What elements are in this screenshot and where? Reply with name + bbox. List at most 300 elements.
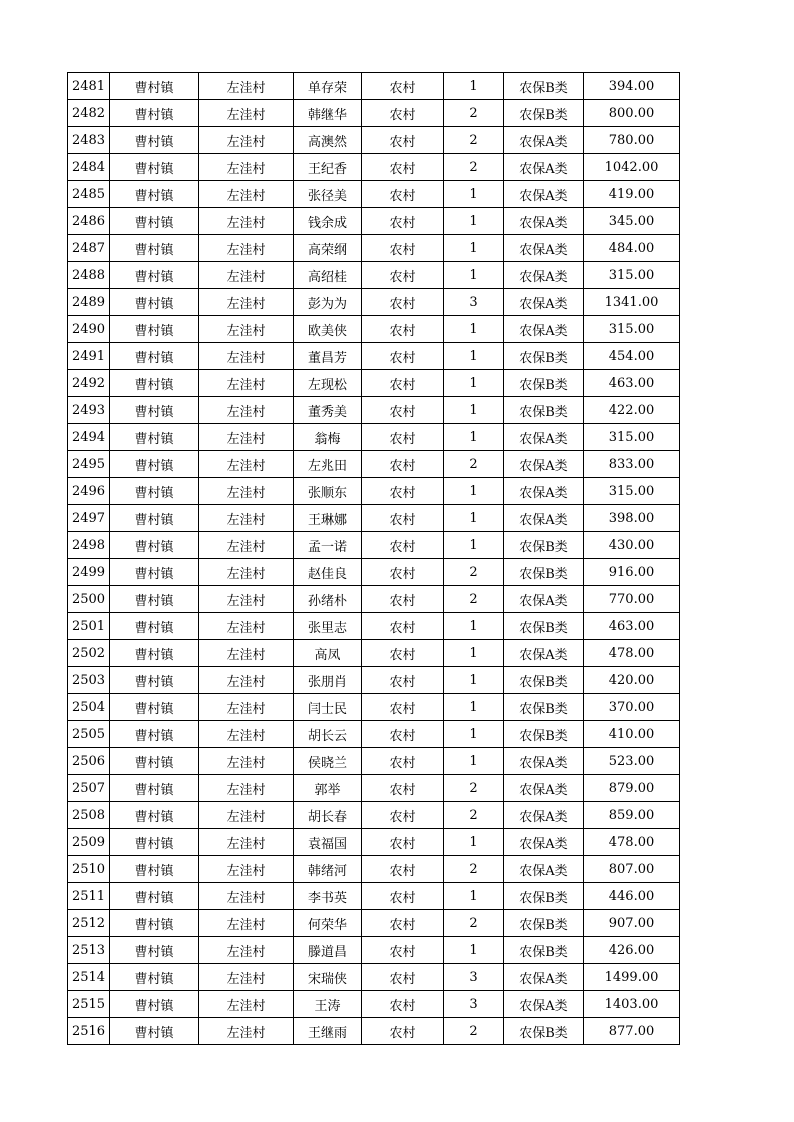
town-cell: 曹村镇 (110, 424, 199, 451)
village-cell: 左洼村 (199, 262, 294, 289)
household-type-cell: 农村 (362, 559, 444, 586)
row-id-cell: 2489 (68, 289, 110, 316)
village-cell: 左洼村 (199, 559, 294, 586)
row-id-cell: 2516 (68, 1018, 110, 1045)
village-cell: 左洼村 (199, 748, 294, 775)
table-row (68, 991, 680, 1018)
row-id-cell: 2514 (68, 964, 110, 991)
name-cell: 高绍桂 (294, 262, 362, 289)
name-cell: 王继雨 (294, 1018, 362, 1045)
household-type-cell: 农村 (362, 640, 444, 667)
household-type-cell: 农村 (362, 505, 444, 532)
insurance-category-cell: 农保A类 (504, 262, 584, 289)
row-id-cell: 2510 (68, 856, 110, 883)
person-count-cell: 2 (444, 1018, 504, 1045)
town-cell: 曹村镇 (110, 343, 199, 370)
table-row (68, 424, 680, 451)
town-cell: 曹村镇 (110, 775, 199, 802)
village-cell: 左洼村 (199, 154, 294, 181)
table-row (68, 883, 680, 910)
amount-cell: 1499.00 (584, 964, 680, 991)
household-type-cell: 农村 (362, 235, 444, 262)
village-cell: 左洼村 (199, 397, 294, 424)
row-id-cell: 2482 (68, 100, 110, 127)
row-id-cell: 2495 (68, 451, 110, 478)
town-cell: 曹村镇 (110, 802, 199, 829)
name-cell: 高凤 (294, 640, 362, 667)
name-cell: 胡长春 (294, 802, 362, 829)
town-cell: 曹村镇 (110, 694, 199, 721)
insurance-category-cell: 农保B类 (504, 559, 584, 586)
table-row (68, 532, 680, 559)
village-cell: 左洼村 (199, 1018, 294, 1045)
amount-cell: 780.00 (584, 127, 680, 154)
person-count-cell: 2 (444, 127, 504, 154)
household-type-cell: 农村 (362, 910, 444, 937)
person-count-cell: 1 (444, 424, 504, 451)
amount-cell: 807.00 (584, 856, 680, 883)
table-row (68, 289, 680, 316)
household-type-cell: 农村 (362, 748, 444, 775)
town-cell: 曹村镇 (110, 829, 199, 856)
amount-cell: 370.00 (584, 694, 680, 721)
village-cell: 左洼村 (199, 991, 294, 1018)
household-type-cell: 农村 (362, 721, 444, 748)
person-count-cell: 1 (444, 613, 504, 640)
amount-cell: 426.00 (584, 937, 680, 964)
insurance-category-cell: 农保A类 (504, 424, 584, 451)
amount-cell: 420.00 (584, 667, 680, 694)
household-type-cell: 农村 (362, 127, 444, 154)
person-count-cell: 2 (444, 586, 504, 613)
person-count-cell: 1 (444, 883, 504, 910)
town-cell: 曹村镇 (110, 883, 199, 910)
household-type-cell: 农村 (362, 694, 444, 721)
amount-cell: 907.00 (584, 910, 680, 937)
insurance-category-cell: 农保B类 (504, 532, 584, 559)
amount-cell: 879.00 (584, 775, 680, 802)
amount-cell: 410.00 (584, 721, 680, 748)
household-type-cell: 农村 (362, 829, 444, 856)
table-row (68, 127, 680, 154)
person-count-cell: 1 (444, 829, 504, 856)
town-cell: 曹村镇 (110, 586, 199, 613)
name-cell: 郭举 (294, 775, 362, 802)
row-id-cell: 2491 (68, 343, 110, 370)
table-row (68, 802, 680, 829)
amount-cell: 770.00 (584, 586, 680, 613)
row-id-cell: 2515 (68, 991, 110, 1018)
insurance-category-cell: 农保B类 (504, 73, 584, 100)
table-row (68, 154, 680, 181)
person-count-cell: 1 (444, 532, 504, 559)
village-cell: 左洼村 (199, 829, 294, 856)
table-row (68, 235, 680, 262)
person-count-cell: 1 (444, 370, 504, 397)
village-cell: 左洼村 (199, 640, 294, 667)
village-cell: 左洼村 (199, 451, 294, 478)
town-cell: 曹村镇 (110, 964, 199, 991)
insurance-category-cell: 农保A类 (504, 775, 584, 802)
table-row (68, 775, 680, 802)
household-type-cell: 农村 (362, 802, 444, 829)
town-cell: 曹村镇 (110, 127, 199, 154)
insurance-category-cell: 农保B类 (504, 397, 584, 424)
row-id-cell: 2494 (68, 424, 110, 451)
village-cell: 左洼村 (199, 694, 294, 721)
amount-cell: 315.00 (584, 316, 680, 343)
household-type-cell: 农村 (362, 397, 444, 424)
household-type-cell: 农村 (362, 613, 444, 640)
row-id-cell: 2502 (68, 640, 110, 667)
village-cell: 左洼村 (199, 73, 294, 100)
amount-cell: 523.00 (584, 748, 680, 775)
town-cell: 曹村镇 (110, 73, 199, 100)
name-cell: 滕道昌 (294, 937, 362, 964)
village-cell: 左洼村 (199, 586, 294, 613)
insurance-category-cell: 农保A类 (504, 289, 584, 316)
village-cell: 左洼村 (199, 235, 294, 262)
insurance-category-cell: 农保A类 (504, 829, 584, 856)
name-cell: 张朋肖 (294, 667, 362, 694)
person-count-cell: 2 (444, 802, 504, 829)
row-id-cell: 2513 (68, 937, 110, 964)
row-id-cell: 2507 (68, 775, 110, 802)
village-cell: 左洼村 (199, 667, 294, 694)
insurance-category-cell: 农保A类 (504, 964, 584, 991)
row-id-cell: 2496 (68, 478, 110, 505)
name-cell: 高澳然 (294, 127, 362, 154)
insurance-category-cell: 农保A类 (504, 451, 584, 478)
town-cell: 曹村镇 (110, 910, 199, 937)
insurance-category-cell: 农保B类 (504, 910, 584, 937)
village-cell: 左洼村 (199, 343, 294, 370)
person-count-cell: 2 (444, 451, 504, 478)
table-row (68, 559, 680, 586)
village-cell: 左洼村 (199, 127, 294, 154)
name-cell: 王纪香 (294, 154, 362, 181)
person-count-cell: 1 (444, 235, 504, 262)
table-row (68, 478, 680, 505)
household-type-cell: 农村 (362, 586, 444, 613)
insurance-category-cell: 农保B类 (504, 343, 584, 370)
name-cell: 王琳娜 (294, 505, 362, 532)
insurance-category-cell: 农保B类 (504, 1018, 584, 1045)
insurance-category-cell: 农保A类 (504, 991, 584, 1018)
person-count-cell: 2 (444, 856, 504, 883)
town-cell: 曹村镇 (110, 370, 199, 397)
table-row (68, 829, 680, 856)
table-row (68, 586, 680, 613)
person-count-cell: 1 (444, 640, 504, 667)
row-id-cell: 2486 (68, 208, 110, 235)
insurance-category-cell: 农保B类 (504, 370, 584, 397)
village-cell: 左洼村 (199, 316, 294, 343)
name-cell: 单存荣 (294, 73, 362, 100)
amount-cell: 1341.00 (584, 289, 680, 316)
town-cell: 曹村镇 (110, 937, 199, 964)
household-type-cell: 农村 (362, 856, 444, 883)
amount-cell: 315.00 (584, 424, 680, 451)
amount-cell: 345.00 (584, 208, 680, 235)
name-cell: 闫士民 (294, 694, 362, 721)
village-cell: 左洼村 (199, 937, 294, 964)
table-row (68, 910, 680, 937)
household-type-cell: 农村 (362, 424, 444, 451)
amount-cell: 1042.00 (584, 154, 680, 181)
town-cell: 曹村镇 (110, 856, 199, 883)
table-row (68, 208, 680, 235)
name-cell: 翁梅 (294, 424, 362, 451)
name-cell: 韩继华 (294, 100, 362, 127)
amount-cell: 315.00 (584, 262, 680, 289)
person-count-cell: 2 (444, 559, 504, 586)
row-id-cell: 2497 (68, 505, 110, 532)
village-cell: 左洼村 (199, 289, 294, 316)
town-cell: 曹村镇 (110, 262, 199, 289)
name-cell: 孟一诺 (294, 532, 362, 559)
town-cell: 曹村镇 (110, 559, 199, 586)
name-cell: 宋瑞侠 (294, 964, 362, 991)
person-count-cell: 3 (444, 289, 504, 316)
village-cell: 左洼村 (199, 613, 294, 640)
town-cell: 曹村镇 (110, 667, 199, 694)
person-count-cell: 1 (444, 721, 504, 748)
person-count-cell: 1 (444, 316, 504, 343)
amount-cell: 430.00 (584, 532, 680, 559)
table-row (68, 937, 680, 964)
amount-cell: 800.00 (584, 100, 680, 127)
table-row (68, 640, 680, 667)
household-type-cell: 农村 (362, 883, 444, 910)
amount-cell: 877.00 (584, 1018, 680, 1045)
row-id-cell: 2499 (68, 559, 110, 586)
village-cell: 左洼村 (199, 208, 294, 235)
insurance-category-cell: 农保A类 (504, 856, 584, 883)
table-row (68, 505, 680, 532)
table-row (68, 316, 680, 343)
name-cell: 高荣纲 (294, 235, 362, 262)
person-count-cell: 3 (444, 991, 504, 1018)
household-type-cell: 农村 (362, 964, 444, 991)
village-cell: 左洼村 (199, 181, 294, 208)
household-type-cell: 农村 (362, 262, 444, 289)
town-cell: 曹村镇 (110, 154, 199, 181)
name-cell: 董秀美 (294, 397, 362, 424)
insurance-category-cell: 农保B类 (504, 883, 584, 910)
person-count-cell: 1 (444, 397, 504, 424)
person-count-cell: 1 (444, 505, 504, 532)
name-cell: 赵佳良 (294, 559, 362, 586)
row-id-cell: 2484 (68, 154, 110, 181)
village-cell: 左洼村 (199, 964, 294, 991)
town-cell: 曹村镇 (110, 208, 199, 235)
insurance-category-cell: 农保B类 (504, 937, 584, 964)
insurance-category-cell: 农保B类 (504, 694, 584, 721)
insurance-category-cell: 农保A类 (504, 235, 584, 262)
household-type-cell: 农村 (362, 937, 444, 964)
records-table-body (68, 73, 680, 1045)
person-count-cell: 1 (444, 694, 504, 721)
amount-cell: 484.00 (584, 235, 680, 262)
village-cell: 左洼村 (199, 505, 294, 532)
household-type-cell: 农村 (362, 991, 444, 1018)
person-count-cell: 3 (444, 964, 504, 991)
village-cell: 左洼村 (199, 100, 294, 127)
person-count-cell: 2 (444, 910, 504, 937)
insurance-category-cell: 农保A类 (504, 640, 584, 667)
village-cell: 左洼村 (199, 856, 294, 883)
table-row (68, 100, 680, 127)
household-type-cell: 农村 (362, 451, 444, 478)
amount-cell: 916.00 (584, 559, 680, 586)
row-id-cell: 2481 (68, 73, 110, 100)
table-row (68, 397, 680, 424)
table-row (68, 856, 680, 883)
name-cell: 钱余成 (294, 208, 362, 235)
name-cell: 张径美 (294, 181, 362, 208)
table-row (68, 262, 680, 289)
village-cell: 左洼村 (199, 721, 294, 748)
name-cell: 张里志 (294, 613, 362, 640)
name-cell: 李书英 (294, 883, 362, 910)
person-count-cell: 2 (444, 100, 504, 127)
table-row (68, 73, 680, 100)
amount-cell: 419.00 (584, 181, 680, 208)
insurance-category-cell: 农保A类 (504, 208, 584, 235)
row-id-cell: 2487 (68, 235, 110, 262)
town-cell: 曹村镇 (110, 478, 199, 505)
person-count-cell: 1 (444, 262, 504, 289)
table-row (68, 667, 680, 694)
person-count-cell: 1 (444, 208, 504, 235)
name-cell: 彭为为 (294, 289, 362, 316)
household-type-cell: 农村 (362, 478, 444, 505)
name-cell: 胡长云 (294, 721, 362, 748)
amount-cell: 315.00 (584, 478, 680, 505)
amount-cell: 454.00 (584, 343, 680, 370)
town-cell: 曹村镇 (110, 991, 199, 1018)
village-cell: 左洼村 (199, 802, 294, 829)
town-cell: 曹村镇 (110, 181, 199, 208)
name-cell: 董昌芳 (294, 343, 362, 370)
name-cell: 左兆田 (294, 451, 362, 478)
person-count-cell: 1 (444, 478, 504, 505)
name-cell: 侯晓兰 (294, 748, 362, 775)
row-id-cell: 2488 (68, 262, 110, 289)
household-type-cell: 农村 (362, 100, 444, 127)
town-cell: 曹村镇 (110, 451, 199, 478)
table-row (68, 343, 680, 370)
name-cell: 张顺东 (294, 478, 362, 505)
table-row (68, 721, 680, 748)
row-id-cell: 2500 (68, 586, 110, 613)
insurance-category-cell: 农保B类 (504, 613, 584, 640)
village-cell: 左洼村 (199, 910, 294, 937)
table-row (68, 181, 680, 208)
household-type-cell: 农村 (362, 1018, 444, 1045)
table-row (68, 694, 680, 721)
town-cell: 曹村镇 (110, 532, 199, 559)
amount-cell: 422.00 (584, 397, 680, 424)
household-type-cell: 农村 (362, 208, 444, 235)
household-type-cell: 农村 (362, 775, 444, 802)
records-table (67, 72, 680, 1045)
name-cell: 韩绪河 (294, 856, 362, 883)
amount-cell: 1403.00 (584, 991, 680, 1018)
table-row (68, 370, 680, 397)
table-row (68, 748, 680, 775)
table-row (68, 451, 680, 478)
insurance-category-cell: 农保A类 (504, 586, 584, 613)
name-cell: 欧美侠 (294, 316, 362, 343)
household-type-cell: 农村 (362, 154, 444, 181)
row-id-cell: 2504 (68, 694, 110, 721)
household-type-cell: 农村 (362, 532, 444, 559)
row-id-cell: 2503 (68, 667, 110, 694)
row-id-cell: 2498 (68, 532, 110, 559)
village-cell: 左洼村 (199, 478, 294, 505)
town-cell: 曹村镇 (110, 316, 199, 343)
amount-cell: 833.00 (584, 451, 680, 478)
town-cell: 曹村镇 (110, 289, 199, 316)
row-id-cell: 2506 (68, 748, 110, 775)
name-cell: 王涛 (294, 991, 362, 1018)
name-cell: 孙绪朴 (294, 586, 362, 613)
amount-cell: 859.00 (584, 802, 680, 829)
town-cell: 曹村镇 (110, 748, 199, 775)
household-type-cell: 农村 (362, 73, 444, 100)
household-type-cell: 农村 (362, 667, 444, 694)
household-type-cell: 农村 (362, 181, 444, 208)
row-id-cell: 2512 (68, 910, 110, 937)
amount-cell: 478.00 (584, 640, 680, 667)
row-id-cell: 2509 (68, 829, 110, 856)
household-type-cell: 农村 (362, 289, 444, 316)
name-cell: 袁福国 (294, 829, 362, 856)
amount-cell: 478.00 (584, 829, 680, 856)
town-cell: 曹村镇 (110, 1018, 199, 1045)
insurance-category-cell: 农保A类 (504, 154, 584, 181)
amount-cell: 398.00 (584, 505, 680, 532)
insurance-category-cell: 农保B类 (504, 100, 584, 127)
insurance-category-cell: 农保A类 (504, 181, 584, 208)
table-row (68, 964, 680, 991)
name-cell: 左现松 (294, 370, 362, 397)
village-cell: 左洼村 (199, 775, 294, 802)
insurance-category-cell: 农保A类 (504, 316, 584, 343)
person-count-cell: 2 (444, 154, 504, 181)
amount-cell: 463.00 (584, 370, 680, 397)
row-id-cell: 2483 (68, 127, 110, 154)
insurance-category-cell: 农保A类 (504, 478, 584, 505)
town-cell: 曹村镇 (110, 613, 199, 640)
insurance-category-cell: 农保A类 (504, 505, 584, 532)
household-type-cell: 农村 (362, 343, 444, 370)
village-cell: 左洼村 (199, 424, 294, 451)
household-type-cell: 农村 (362, 370, 444, 397)
person-count-cell: 1 (444, 181, 504, 208)
person-count-cell: 2 (444, 775, 504, 802)
amount-cell: 463.00 (584, 613, 680, 640)
amount-cell: 446.00 (584, 883, 680, 910)
insurance-category-cell: 农保A类 (504, 127, 584, 154)
insurance-category-cell: 农保A类 (504, 748, 584, 775)
row-id-cell: 2492 (68, 370, 110, 397)
person-count-cell: 1 (444, 343, 504, 370)
insurance-category-cell: 农保B类 (504, 667, 584, 694)
town-cell: 曹村镇 (110, 640, 199, 667)
